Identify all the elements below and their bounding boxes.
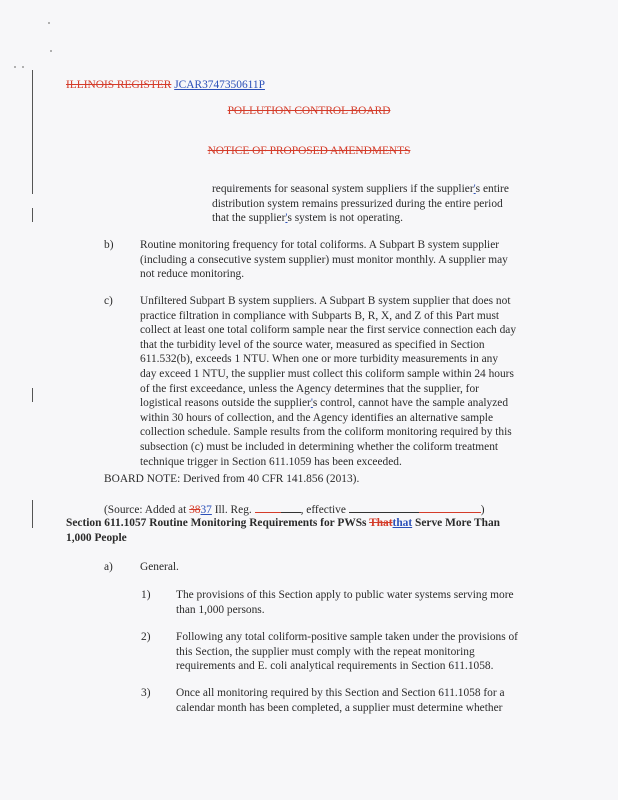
text-line: Once all monitoring required by this Section and Section 611.1058 for a xyxy=(176,687,505,699)
subitem-text xyxy=(176,588,576,617)
text-line: than 1,000 persons. xyxy=(176,603,265,616)
subitem-text xyxy=(176,686,576,715)
subitem-label: 3) xyxy=(141,687,151,699)
apostrophe-insert: ' xyxy=(473,183,476,195)
text-line: requirements and E. coli analytical requirements in Section 611.1058. xyxy=(176,660,494,673)
register-strike: ILLINOIS REGISTER xyxy=(66,79,172,91)
page-blank-red xyxy=(255,502,281,513)
volume-insert: 37 xyxy=(200,504,212,516)
page-blank xyxy=(281,502,301,513)
subitem-label: 1) xyxy=(141,589,151,601)
section-title: 1,000 People xyxy=(66,531,127,544)
scan-speck xyxy=(48,22,50,24)
text-line: s control, cannot have the sample analyzed xyxy=(312,397,509,410)
text-line: Unfiltered Subpart B system suppliers. A Subpart B system supplier that does not xyxy=(140,295,511,307)
scan-speck xyxy=(22,66,24,68)
text-line: Routine monitoring frequency for total coliforms. A Subpart B system supplier xyxy=(140,239,500,251)
text-line: that the supplier xyxy=(212,212,286,225)
scan-speck xyxy=(50,50,52,52)
register-header xyxy=(66,78,265,93)
text-line: subsection (c) must be included in determining whether the coliform treatment xyxy=(140,440,499,453)
text-line: that the turbidity level of the source water, measured as specified in Section xyxy=(140,338,485,351)
text-line: practice filtration in compliance with Subparts B, R, X, and Z of this Part must xyxy=(140,309,500,322)
item-c-text xyxy=(140,294,585,469)
subitem-text xyxy=(176,630,576,674)
board-note: BOARD NOTE: Derived from 40 CFR 141.856 (2013). xyxy=(104,473,360,485)
text-line: 611.532(b), exceeds 1 NTU. When one or more turbidity measurements in any xyxy=(140,353,499,366)
text-line: distribution system remains pressurized during the entire period xyxy=(212,197,503,210)
item-label-c: c) xyxy=(104,295,113,307)
that-insert: that xyxy=(392,517,413,529)
subitem-label: 2) xyxy=(141,631,151,643)
text-line: this Section, the supplier must comply with the repeat monitoring xyxy=(176,645,475,658)
source-text: Ill. Reg. xyxy=(211,504,255,516)
text-line: Following any total coliform-positive sample taken under the provisions of xyxy=(176,631,518,643)
that-strike: That xyxy=(369,517,393,529)
text-line: The provisions of this Section apply to public water systems serving more xyxy=(176,589,514,601)
text-line: technique trigger in Section 611.1059 has been exceeded. xyxy=(140,455,402,468)
date-blank xyxy=(349,502,419,513)
continuation-paragraph xyxy=(212,182,572,226)
date-blank-red xyxy=(419,502,481,513)
notice-header: NOTICE OF PROPOSED AMENDMENTS xyxy=(207,145,411,157)
text-line: collect at least one total coliform sample near the first service connection each day xyxy=(140,324,517,337)
section-title: Section 611.1057 Routine Monitoring Requirements for PWSs xyxy=(66,517,370,529)
section-title: Serve More Than xyxy=(412,517,501,529)
apostrophe-insert: ' xyxy=(285,212,288,225)
item-label-a: a) xyxy=(104,561,113,573)
text-line: logistical reasons outside the supplier xyxy=(140,397,311,410)
text-line: collection schedule. Sample results from the coliform monitoring required by this xyxy=(140,426,512,439)
text-line: within 30 hours of collection, and the Agency identifies an alternative sample xyxy=(140,411,494,424)
text-line: (including a consecutive system supplier) must monitor monthly. A supplier may xyxy=(140,253,508,266)
register-insert: JCAR3747350611P xyxy=(174,79,265,91)
change-bar xyxy=(32,388,33,402)
change-bar xyxy=(32,70,33,194)
source-text: ) xyxy=(480,504,485,516)
item-label-b: b) xyxy=(104,239,114,251)
item-b-text xyxy=(140,238,580,282)
text-line: s system is not operating. xyxy=(287,212,403,225)
scan-speck xyxy=(14,66,16,68)
text-line: calendar month has been completed, a supplier must determine whether xyxy=(176,701,503,714)
change-bar xyxy=(32,500,33,528)
item-a-text: General. xyxy=(140,561,179,573)
source-text: (Source: Added at xyxy=(104,504,190,516)
text-line: not reduce monitoring. xyxy=(140,268,245,281)
text-line: s entire xyxy=(475,183,509,195)
change-bar xyxy=(32,208,33,222)
apostrophe-insert: ' xyxy=(310,397,313,410)
source-text: , effective xyxy=(300,504,346,516)
section-heading xyxy=(66,516,546,545)
text-line: day exceed 1 NTU, the supplier must collect this coliform sample within 24 hours xyxy=(140,367,514,380)
text-line: requirements for seasonal system suppliers if the supplier xyxy=(212,183,474,195)
text-line: of the first exceedance, unless the Agency determines that the supplier, for xyxy=(140,382,479,395)
board-header: POLLUTION CONTROL BOARD xyxy=(227,105,391,117)
volume-strike: 38 xyxy=(189,504,201,516)
